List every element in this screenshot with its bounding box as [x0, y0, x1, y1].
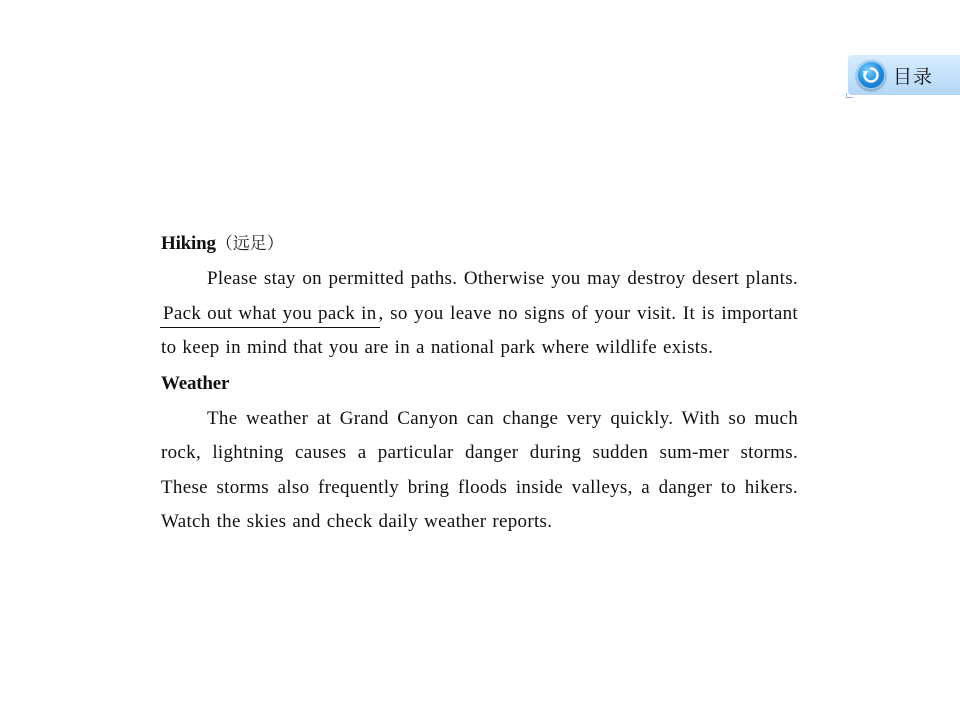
weather-title: Weather	[161, 372, 230, 394]
weather-heading	[161, 366, 798, 402]
weather-paragraph: The weather at Grand Canyon can change very quickly. With so much rock, lightning causes a particular danger during sudden sum-mer storms. These storms also frequently bring floods inside valleys, a danger to hikers. Watch the skies and check daily weather reports.	[161, 407, 798, 532]
refresh-arrow-glyph	[861, 65, 881, 85]
toc-label: 目录	[893, 65, 934, 88]
toc-button[interactable]	[848, 55, 960, 95]
hiking-paragraph	[161, 262, 798, 366]
hiking-text-after: , so you leave no signs of your visit. It is important to keep in mind that you are in a national park where wildlife exists.	[161, 302, 798, 358]
hiking-title-note: （远足）	[215, 234, 284, 254]
underlined-phrase: Pack out what you pack in	[160, 301, 380, 328]
refresh-circle-icon	[856, 60, 886, 90]
hiking-title: Hiking	[161, 233, 216, 254]
hiking-text-before: Please stay on permitted paths. Otherwise you may destroy desert plants.	[207, 268, 798, 289]
document-body	[161, 226, 798, 540]
hiking-heading	[161, 226, 798, 262]
